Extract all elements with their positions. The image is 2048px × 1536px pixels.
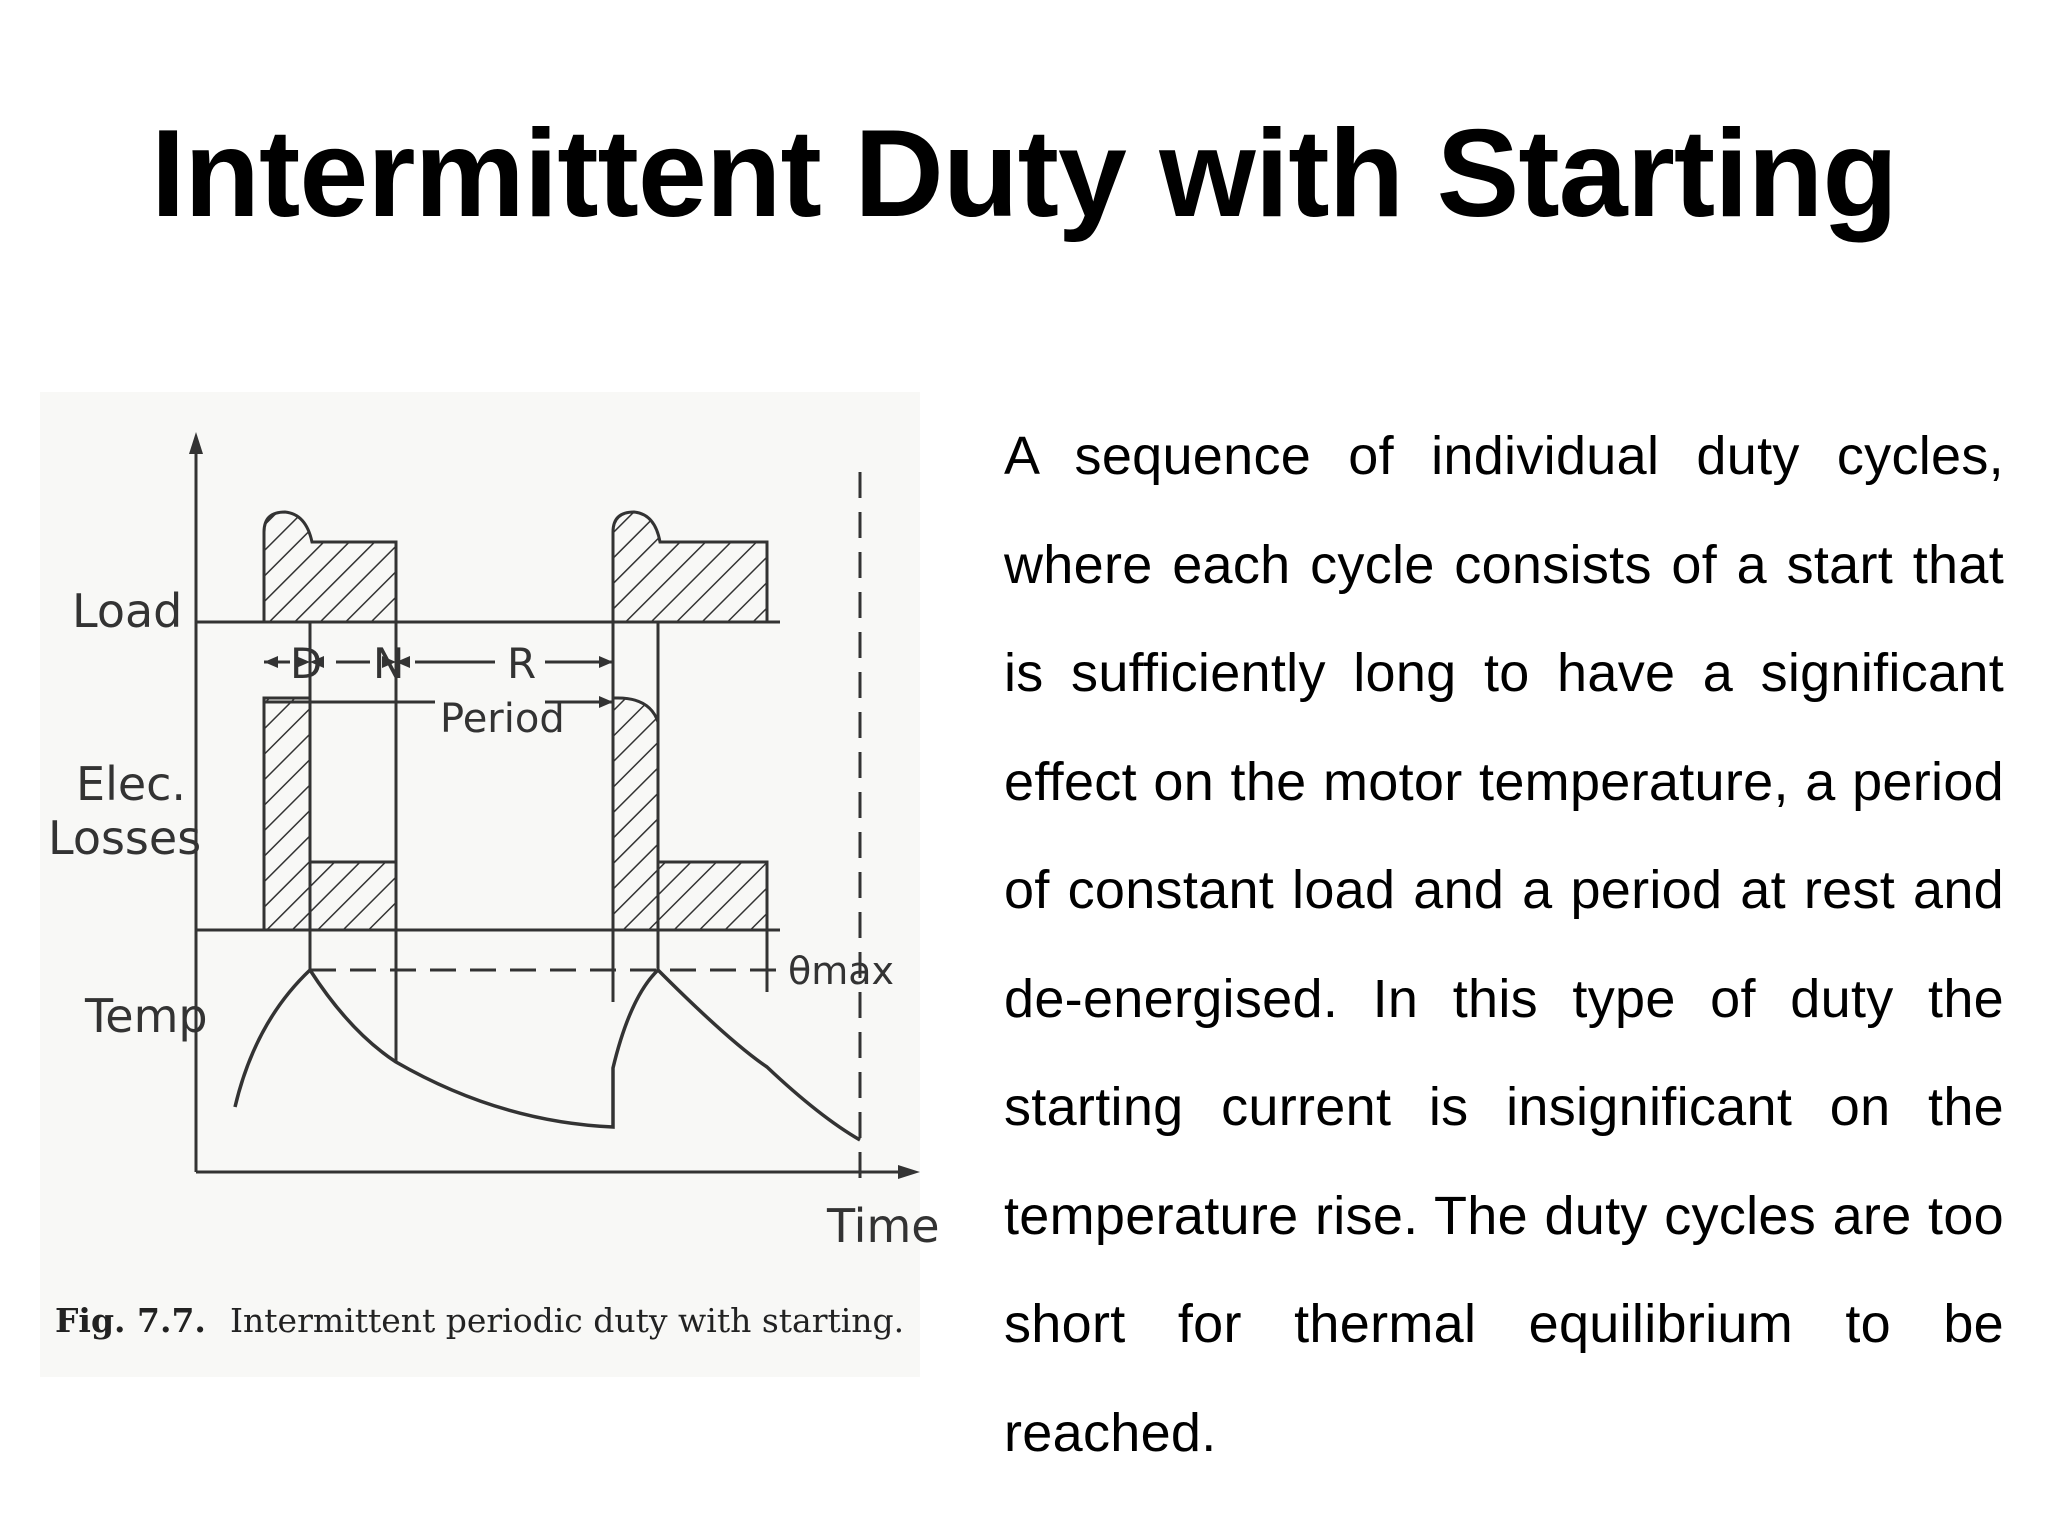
load-label: Load [72, 584, 183, 638]
r-label: R [507, 639, 537, 688]
time-label: Time [827, 1199, 940, 1253]
duty-cycle-figure [40, 392, 940, 1377]
caption-fig-number: Fig. 7.7. [55, 1301, 206, 1340]
temp-label: Temp [85, 989, 208, 1043]
slide-title: Intermittent Duty with Starting [150, 105, 1898, 243]
scan-background [40, 392, 920, 1377]
caption-text: Intermittent periodic duty with starting. [230, 1301, 905, 1340]
losses-label: Losses [48, 811, 202, 865]
slide-body-text: A sequence of individual duty cycles, where each cycle consists of a start that is sufficiently long to have a significant effect on the motor temperature, a period of constant load and a period at rest and de-energised. In this type of duty the starting current is insignificant on the temperature rise. The duty cycles are too short for thermal equilibrium to be reached. [1004, 426, 2004, 1463]
period-label: Period [440, 696, 565, 742]
elec-label: Elec. [76, 757, 187, 811]
n-label: N [373, 639, 405, 688]
d-label: D [290, 639, 323, 688]
theta-max-label: θmax [788, 949, 895, 993]
duty-cycle-diagram [40, 392, 940, 1377]
